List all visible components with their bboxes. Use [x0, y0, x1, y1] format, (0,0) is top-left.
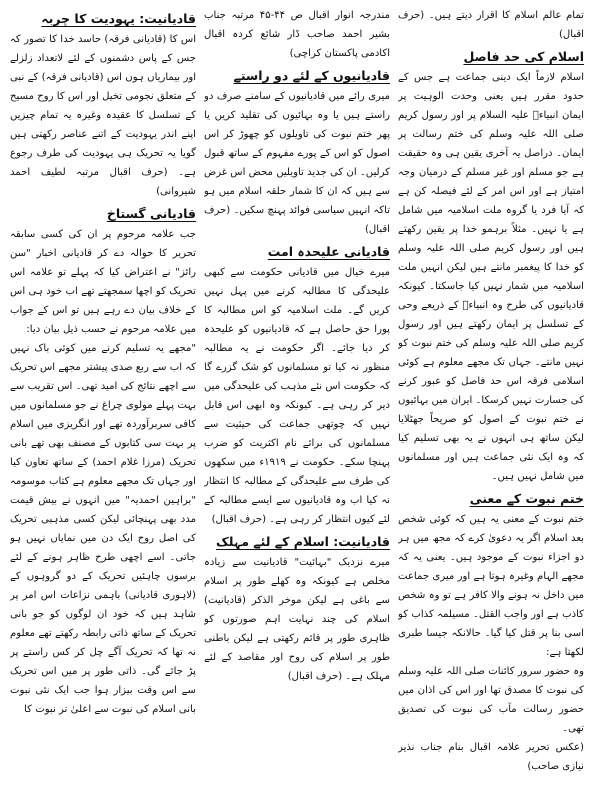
section-heading: قادیانی علیحدہ امت — [267, 244, 390, 259]
section-heading: قادیانی گستاخ — [106, 206, 196, 221]
column-middle — [204, 6, 390, 801]
section-heading: قادیانیت: یہودیت کا چربہ — [41, 11, 196, 26]
paragraph: میرے خیال میں قادیانی حکومت سے کبھی علیحدگی کا مطالبہ کرنے میں پہل نہیں کریں گے۔ ملت اسلامیہ کو اس مطالبہ کا پورا حق حاصل ہے کہ قادیانیوں کو علیحدہ کر دیا جائے۔ اگر حکومت نے یہ مطالبہ منظور نہ کیا تو مسلمانوں کو شک گزرے گا کہ حکومت اس نئے مذہب کی علیحدگی میں دیر کر رہی ہے۔ کیونکہ وہ ابھی اس قابل نہیں کہ چوتھی جماعت کی حیثیت سے مسلمانوں کی برائے نام اکثریت کو ضرب پہنچا سکے۔ حکومت نے ۱۹۱۹ء میں سکھوں کی طرف سے علیحدگی کے مطالبہ کا انتظار نہ کیا اب وہ قادیانیوں سے ایسے مطالبہ کے لئے کیوں انتظار کر رہی ہے۔ (حرف اقبال) — [204, 267, 390, 525]
section-heading: قادیانیوں کے لئے دو راستے — [233, 68, 390, 83]
section-heading: قادیانیت: اسلام کے لئے مہلک — [215, 534, 390, 549]
section-heading: ختم نبوت کے معنی — [469, 491, 584, 506]
paragraph: ختم نبوت کے معنی یہ ہیں کہ کوئی شخص بعد اسلام اگر یہ دعویٰ کرے کہ مجھ میں ہر دو اجزاء نبوت کے موجود ہیں۔ یعنی یہ کہ مجھے الہام وغیرہ ہوتا ہے اور میری جماعت میں داخل نہ ہونے والا کافر ہے تو وہ شخص کاذب ہے اور واجب القتل۔ مسیلمہ کذاب کو اسی بنا پر قتل کیا گیا۔ حالانکہ جیسا طبری لکھتا ہے: — [398, 514, 584, 658]
paragraph: "مجھے یہ تسلیم کرنے میں کوئی باک نہیں کہ اب سے ربع صدی پیشتر مجھے اس تحریک سے اچھے نتائج کی امید تھی۔ اس تقریب سے بہت پہلے مولوی چراغ نے جو مسلمانوں میں کافی سربرآوردہ تھے اور انگریزی میں اسلام پر بہت سی کتابوں کے مصنف بھی تھے بانی تحریک (مرزا غلام احمد) کے ساتھ تعاون کیا اور جہاں تک مجھے معلوم ہے کتاب موسومہ "براہین احمدیہ" میں انہوں نے بیش قیمت مدد بھی پہنچائی لیکن کسی مذہبی تحریک کی اصل روح ایک دن میں نمایاں نہیں ہو جاتی۔ اسے اچھی طرح ظاہر ہونے کے لئے برسوں چاہئیں تحریک کے دو گروہوں کے (لاہوری قادیانی) باہمی نزاعات اس امر پر شاہد ہیں کہ خود ان لوگوں کو جو بانی تحریک کے ساتھ ذاتی رابطہ رکھتے تھے معلوم نہ تھا کہ تحریک آگے چل کر کس راستے پر پڑ جائے گی۔ ذاتی طور پر میں اس تحریک سے اس وقت بیزار ہوا جب ایک نئی نبوت بانی اسلام کی نبوت سے اعلیٰ تر نبوت کا — [10, 343, 196, 715]
paragraph: میرے نزدیک "بہائیت" قادیانیت سے زیادہ مخلص ہے کیونکہ وہ کھلے طور پر اسلام سے باغی ہے لیکن موخر الذکر (قادیانیت) اسلام کی چند نہایت اہم صورتوں کو ظاہری طور پر قائم رکھتی ہے لیکن باطنی طور پر اسلام کی روح اور مقاصد کے لئے مہلک ہے۔ (حرف اقبال) — [204, 557, 390, 682]
paragraph: تمام عالم اسلام کا اقرار دیتے ہیں۔ (حرف اقبال) — [398, 10, 584, 40]
column-right — [398, 6, 584, 801]
paragraph: وہ حضور سرور کائنات صلی اللہ علیہ وسلم کی نبوت کا مصدق تھا اور اس کی اذان میں حضور رسالت مآب کی نبوت کی تصدیق تھی۔ — [398, 666, 584, 734]
paragraph: اسلام لازماً ایک دینی جماعت ہے جس کے حدود مقرر ہیں یعنی وحدت الوہیت پر ایمان انبیاءؑ علیہ السلام پر اور رسول کریم صلی اللہ علیہ وسلم کی ختم رسالت پر ایمان۔ دراصل یہ آخری یقین ہی وہ حقیقت ہے جو مسلم اور غیر مسلم کے درمیان وجہ امتیاز ہے اور اس امر کے لئے فیصلہ کن ہے کہ آیا فرد یا گروہ ملت اسلامیہ میں شامل ہے یا نہیں۔ مثلاً برہمو خدا پر یقین رکھتے ہیں اور رسول کریم صلی اللہ علیہ وسلم کو خدا کا پیغمبر مانتے ہیں لیکن انہیں ملت اسلامیہ میں شمار نہیں کیا جاسکتا۔ کیونکہ قادیانیوں کی طرح وہ انبیاءؑ کے ذریعے وحی کے تسلسل پر ایمان رکھتے ہیں اور رسول کریم صلی اللہ علیہ وسلم کی ختم نبوت کو نہیں مانتے۔ جہاں تک مجھے معلوم ہے کوئی اسلامی فرقہ اس حد فاصل کو عبور کرنے کی جسارت نہیں کرسکا۔ ایران میں بہائیوں نے ختم نبوت کے اصول کو صریحاً جھٹلایا لیکن ساتھ ہی انہوں نے یہ بھی تسلیم کیا کہ وہ ایک نئی جماعت ہیں اور مسلمانوں میں شامل نہیں ہیں۔ — [398, 72, 584, 482]
section-heading: اسلام کی حد فاصل — [463, 49, 584, 64]
paragraph: (عکس تحریر علامہ اقبال بنام جناب نذیر نیازی صاحب) — [398, 742, 584, 772]
paragraph: جب علامہ مرحوم پر ان کی کسی سابقہ تحریر کا حوالہ دے کر قادیانی اخبار "سن رائز" نے اعتراض کیا کہ پہلے تو علامہ اس تحریک کو اچھا سمجھتے تھے اب خود ہی اس کے خلاف بیان دے رہے ہیں تو اس کے جواب میں علامہ مرحوم نے حسب ذیل بیان دیا: — [10, 229, 196, 335]
column-left — [10, 6, 196, 801]
paragraph: مندرجہ انوار اقبال ص ۴۴-۴۵ مرتبہ جناب بشیر احمد صاحب ڈار شائع کردہ اقبال اکادمی پاکستان کراچی) — [204, 10, 390, 59]
paragraph: اس کا (قادیانی فرقہ) حاسد خدا کا تصور کہ جس کے پاس دشمنوں کے لئے لاتعداد زلزلے اور بیماریاں ہوں اس (قادیانی فرقہ) کے نبی کے متعلق نجومی تخیل اور اس کا روح مسیح کے تسلسل کا عقیدہ وغیرہ یہ تمام چیزیں اپنے اندر یہودیت کے اتنے عناصر رکھتی ہیں گویا یہ تحریک ہی یہودیت کی طرف رجوع ہے۔ (حرف اقبال مرتبہ لطیف احمد شیروانی) — [10, 34, 196, 197]
paragraph: میری رائے میں قادیانیوں کے سامنے صرف دو راستے ہیں یا وہ بہائیوں کی تقلید کریں یا پھر ختم نبوت کی تاویلوں کو چھوڑ کر اس اصول کو اس کے پورے مفہوم کے ساتھ قبول کرلیں۔ ان کی جدید تاویلیں محض اس غرض سے ہیں کہ ان کا شمار حلقہ اسلام میں ہو تاکہ انہیں سیاسی فوائد پہنچ سکیں۔ (حرف اقبال) — [204, 91, 390, 235]
